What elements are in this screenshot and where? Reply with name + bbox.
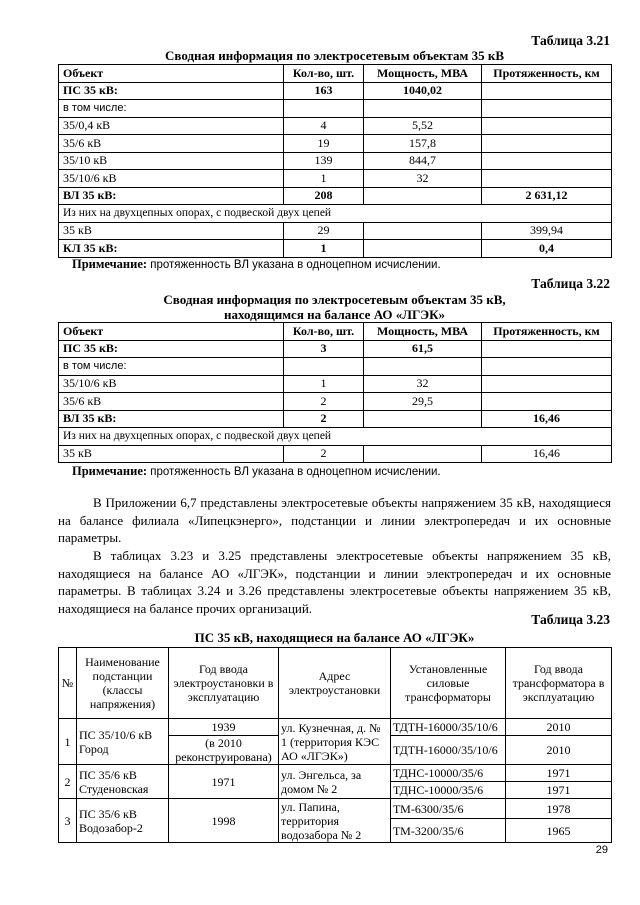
table-row xyxy=(59,358,612,376)
table-cell xyxy=(364,240,482,258)
table-note xyxy=(72,257,441,272)
table-caption: Таблица 3.23 xyxy=(531,612,610,627)
table-cell: ТМ-6300/35/6 xyxy=(391,799,506,819)
table-cell: 1939 xyxy=(169,719,279,736)
table-row xyxy=(59,82,612,100)
table-cell xyxy=(284,100,364,118)
table-row xyxy=(59,152,612,170)
substations-table xyxy=(58,647,612,843)
table-cell: 35/10 кВ xyxy=(59,152,284,170)
table-row xyxy=(59,187,612,205)
table-cell: 1971 xyxy=(506,782,612,799)
table-cell: ПС 35 кВ: xyxy=(59,82,284,100)
table-cell xyxy=(482,340,612,358)
table-header-row xyxy=(59,65,612,83)
table-cell: 2 xyxy=(284,410,364,428)
table-cell: 5,52 xyxy=(364,117,482,135)
header-cell: Адрес электроустановки xyxy=(279,648,391,719)
table-row xyxy=(59,445,612,463)
body-paragraph: В Приложении 6,7 представлены электросетевые объекты напряжением 35 кВ, находящиеся на балансе филиала «Липецкэнерго», подстанции и линии электропередач и их основные параметры. xyxy=(58,495,611,545)
table-cell: ТДНС-10000/35/6 xyxy=(391,782,506,799)
table-cell: ПС 35/6 кВ Водозабор-2 xyxy=(77,799,169,843)
table-cell: 399,94 xyxy=(482,222,612,240)
table-cell: ТДТН-16000/35/10/6 xyxy=(391,736,506,765)
header-cell: Протяженность, км xyxy=(482,323,612,341)
table-cell: ТДТН-16000/35/10/6 xyxy=(391,719,506,736)
table-cell: 2 xyxy=(284,445,364,463)
table-row xyxy=(59,799,612,819)
table-row xyxy=(59,100,612,118)
header-cell: Объект xyxy=(59,65,284,83)
header-cell: Протяженность, км xyxy=(482,65,612,83)
table-cell: 16,46 xyxy=(482,410,612,428)
table-cell: ул. Папина, территория водозабора № 2 xyxy=(279,799,391,843)
table-row xyxy=(59,117,612,135)
table-title-line: находящимся на балансе АО «ЛГЭК» xyxy=(224,307,445,322)
table-cell: 35 кВ xyxy=(59,445,284,463)
table-cell: 1971 xyxy=(169,765,279,799)
table-cell: 0,4 xyxy=(482,240,612,258)
table-row xyxy=(59,222,612,240)
table-cell: 32 xyxy=(364,170,482,188)
table-cell: (в 2010 реконструирована) xyxy=(169,736,279,765)
table-cell: 844,7 xyxy=(364,152,482,170)
header-cell: Наименование подстанции (классы напряжения) xyxy=(77,648,169,719)
table-title: ПС 35 кВ, находящиеся на балансе АО «ЛГЭК» xyxy=(194,630,475,645)
table-cell: 139 xyxy=(284,152,364,170)
table-cell: ПС 35 кВ: xyxy=(59,340,284,358)
table-cell: 1971 xyxy=(506,765,612,782)
table-cell: 29,5 xyxy=(364,393,482,411)
table-cell: 32 xyxy=(364,375,482,393)
table-cell: 35/6 кВ xyxy=(59,393,284,411)
table-cell: в том числе: xyxy=(59,358,284,376)
table-row xyxy=(59,765,612,782)
table-row xyxy=(59,393,612,411)
table-cell: ВЛ 35 кВ: xyxy=(59,410,284,428)
table-cell: 16,46 xyxy=(482,445,612,463)
table-cell: 2 xyxy=(284,393,364,411)
header-cell: № xyxy=(59,648,77,719)
table-cell: ТДНС-10000/35/6 xyxy=(391,765,506,782)
table-row xyxy=(59,410,612,428)
table-cell: 61,5 xyxy=(364,340,482,358)
table-caption: Таблица 3.21 xyxy=(531,33,610,48)
summary-table-lgek xyxy=(58,322,612,463)
table-cell: 19 xyxy=(284,135,364,153)
table-cell: ул. Кузнечная, д. № 1 (территория КЭС АО «ЛГЭК») xyxy=(279,719,391,765)
summary-table-35kv xyxy=(58,64,612,258)
header-cell: Кол-во, шт. xyxy=(284,323,364,341)
header-cell: Мощность, МВА xyxy=(364,323,482,341)
table-cell xyxy=(364,445,482,463)
table-cell: 35/10/6 кВ xyxy=(59,170,284,188)
header-cell: Год ввода электроустановки в эксплуатацию xyxy=(169,648,279,719)
table-header-row xyxy=(59,648,612,719)
table-title-line: Сводная информация по электросетевым объектам 35 кВ, xyxy=(163,292,506,307)
header-cell: Установленные силовые трансформаторы xyxy=(391,648,506,719)
table-cell: ПС 35/6 кВ Студеновская xyxy=(77,765,169,799)
table-cell xyxy=(482,170,612,188)
table-cell: 2 xyxy=(59,765,77,799)
note-label: Примечание: xyxy=(72,464,148,478)
table-cell: в том числе: xyxy=(59,100,284,118)
table-cell xyxy=(364,358,482,376)
table-note xyxy=(72,464,441,479)
table-cell xyxy=(482,135,612,153)
table-cell: ВЛ 35 кВ: xyxy=(59,187,284,205)
table-cell: 163 xyxy=(284,82,364,100)
table-cell: Из них на двухцепных опорах, с подвеской двух цепей xyxy=(59,205,612,223)
table-cell xyxy=(482,393,612,411)
table-row xyxy=(59,340,612,358)
table-row xyxy=(59,240,612,258)
table-cell: 3 xyxy=(284,340,364,358)
header-cell: Мощность, МВА xyxy=(364,65,482,83)
table-cell: 2010 xyxy=(506,736,612,765)
page-number: 29 xyxy=(595,844,608,856)
table-cell: 1978 xyxy=(506,799,612,819)
table-cell: 208 xyxy=(284,187,364,205)
table-title xyxy=(58,292,611,322)
header-cell: Год ввода трансформатора в эксплуатацию xyxy=(506,648,612,719)
table-cell: 35/6 кВ xyxy=(59,135,284,153)
header-cell: Кол-во, шт. xyxy=(284,65,364,83)
table-cell: 1 xyxy=(284,170,364,188)
table-cell xyxy=(482,358,612,376)
table-cell: ТМ-3200/35/6 xyxy=(391,819,506,843)
table-cell: 1 xyxy=(284,240,364,258)
table-cell: 29 xyxy=(284,222,364,240)
table-cell xyxy=(482,82,612,100)
table-cell xyxy=(482,100,612,118)
table-row xyxy=(59,170,612,188)
table-cell xyxy=(482,375,612,393)
table-cell: 1 xyxy=(284,375,364,393)
table-row xyxy=(59,205,612,223)
table-header-row xyxy=(59,323,612,341)
table-cell: 3 xyxy=(59,799,77,843)
table-cell: ПС 35/10/6 кВ Город xyxy=(77,719,169,765)
table-cell xyxy=(364,187,482,205)
table-cell xyxy=(284,358,364,376)
table-cell: 2 631,12 xyxy=(482,187,612,205)
table-caption: Таблица 3.22 xyxy=(531,276,610,291)
table-row xyxy=(59,719,612,736)
note-label: Примечание: xyxy=(72,257,148,271)
note-text: протяженность ВЛ указана в одноцепном исчислении. xyxy=(150,259,441,271)
body-paragraph: В таблицах 3.23 и 3.25 представлены электросетевые объекты напряжением 35 кВ, находящиеся на балансе АО «ЛГЭК», подстанции и линии электропередач и их основные параметры. В таблицах 3.24 и 3.26 представлены электросетевые объекты напряжением 35 кВ, находящиеся на балансе прочих организаций. xyxy=(58,548,611,616)
table-cell: 4 xyxy=(284,117,364,135)
table-row xyxy=(59,375,612,393)
table-cell: 35/10/6 кВ xyxy=(59,375,284,393)
table-cell: 1965 xyxy=(506,819,612,843)
table-cell: 35 кВ xyxy=(59,222,284,240)
table-cell xyxy=(364,410,482,428)
table-cell: 1 xyxy=(59,719,77,765)
table-cell xyxy=(364,100,482,118)
table-row xyxy=(59,428,612,446)
table-cell: 157,8 xyxy=(364,135,482,153)
table-cell xyxy=(482,117,612,135)
header-cell: Объект xyxy=(59,323,284,341)
table-row xyxy=(59,135,612,153)
table-cell: 35/0,4 кВ xyxy=(59,117,284,135)
table-cell: ул. Энгельса, за домом № 2 xyxy=(279,765,391,799)
table-cell: 2010 xyxy=(506,719,612,736)
table-cell: 1998 xyxy=(169,799,279,843)
table-cell xyxy=(482,152,612,170)
table-cell xyxy=(364,222,482,240)
note-text: протяженность ВЛ указана в одноцепном исчислении. xyxy=(150,466,441,478)
table-cell: Из них на двухцепных опорах, с подвеской двух цепей xyxy=(59,428,612,446)
table-cell: 1040,02 xyxy=(364,82,482,100)
table-cell: КЛ 35 кВ: xyxy=(59,240,284,258)
table-title: Сводная информация по электросетевым объектам 35 кВ xyxy=(165,48,504,63)
